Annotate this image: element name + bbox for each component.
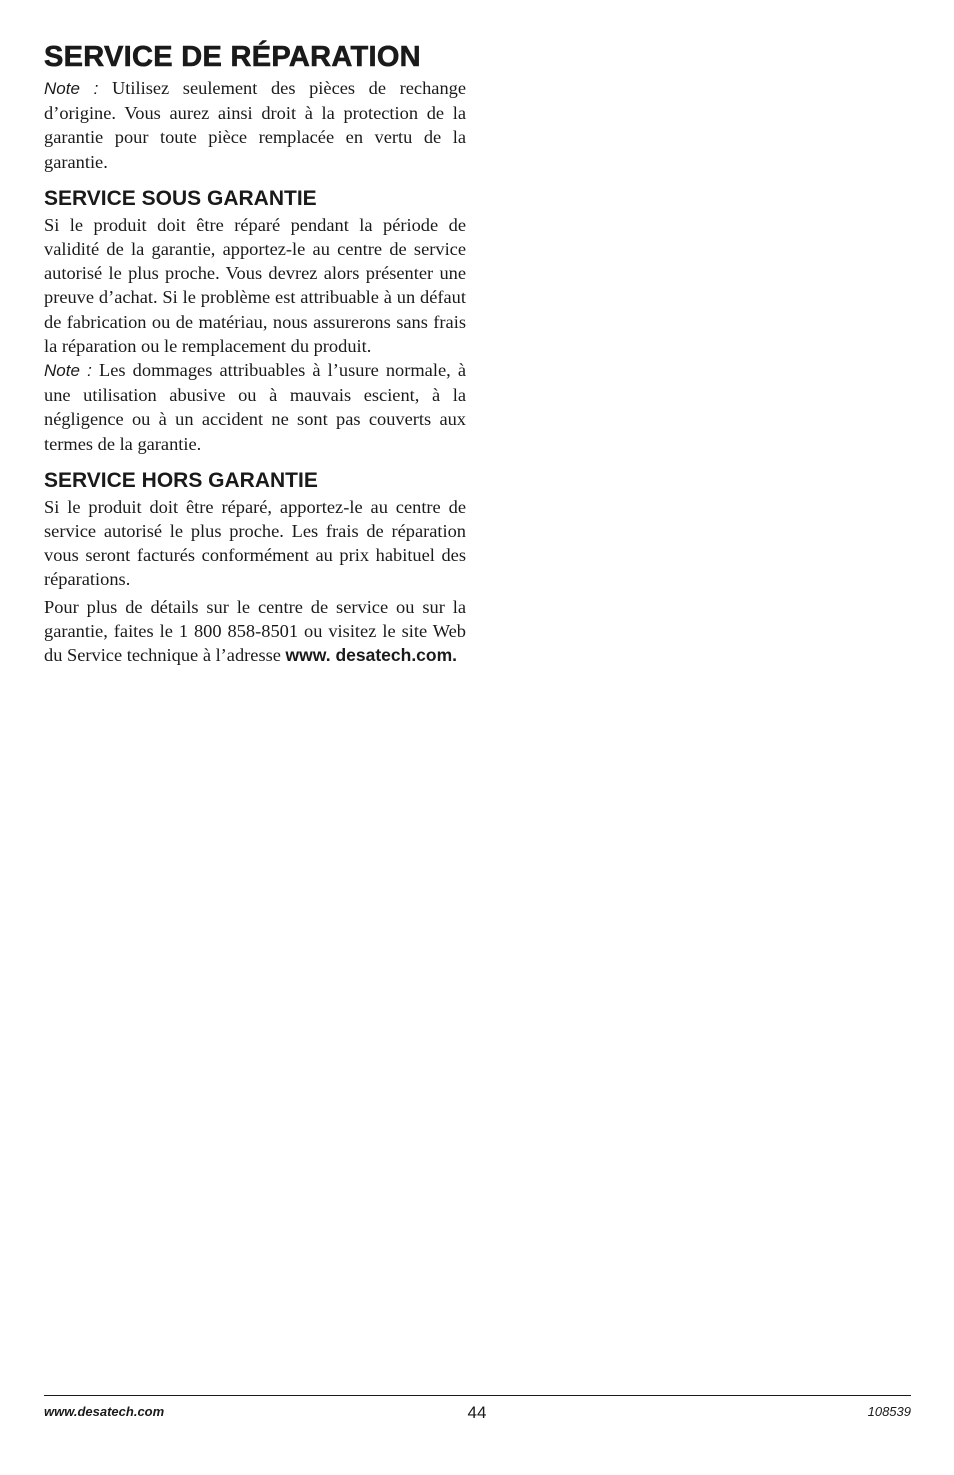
note-label: Note : — [44, 79, 99, 98]
warranty-service-heading: SERVICE SOUS GARANTIE — [44, 186, 317, 210]
contact-paragraph — [44, 595, 466, 668]
page-number: 44 — [467, 1403, 487, 1422]
document-number: 108539 — [867, 1404, 911, 1419]
intro-text: Utilisez seulement des pièces de rechange d’origine. Vous aurez ainsi droit à la protection de la garantie pour toute pièce remplacée en vertu de la garantie. — [44, 78, 466, 172]
non-warranty-service-heading: SERVICE HORS GARANTIE — [44, 468, 318, 492]
non-warranty-service-paragraph: Si le produit doit être réparé, apportez-le au centre de service autorisé le plus proche. Les frais de réparation vous seront facturés conformément au prix habituel des réparations. — [44, 496, 466, 590]
page-title: SERVICE DE RÉPARATION — [44, 41, 421, 73]
warranty-service-text: Si le produit doit être réparé pendant la période de validité de la garantie, apportez-le au centre de service autorisé le plus proche. Vous devrez alors présenter une preuve d’achat. Si le problème est attribuable à un défaut de fabrication ou de matériau, nous assurerons sans frais la réparation ou le remplacement du produit. — [44, 214, 466, 356]
warranty-service-paragraph — [44, 213, 466, 456]
footer-divider — [44, 1395, 911, 1396]
contact-text: Pour plus de détails sur le centre de service ou sur la garantie, faites le 1 800 858-8501 ou visitez le site Web du Service technique à l’adresse — [44, 596, 466, 666]
intro-paragraph — [44, 76, 466, 174]
note-label: Note : — [44, 361, 92, 381]
main-column — [44, 40, 466, 667]
warranty-note-text: Les dommages attribuables à l’usure normale, à une utilisation abusive ou à mauvais escient, à la négligence ou à un accident ne sont pas couverts aux termes de la garantie. — [44, 360, 466, 454]
footer-website: www.desatech.com — [44, 1404, 165, 1419]
website-link[interactable]: www. desatech.com. — [285, 645, 458, 666]
